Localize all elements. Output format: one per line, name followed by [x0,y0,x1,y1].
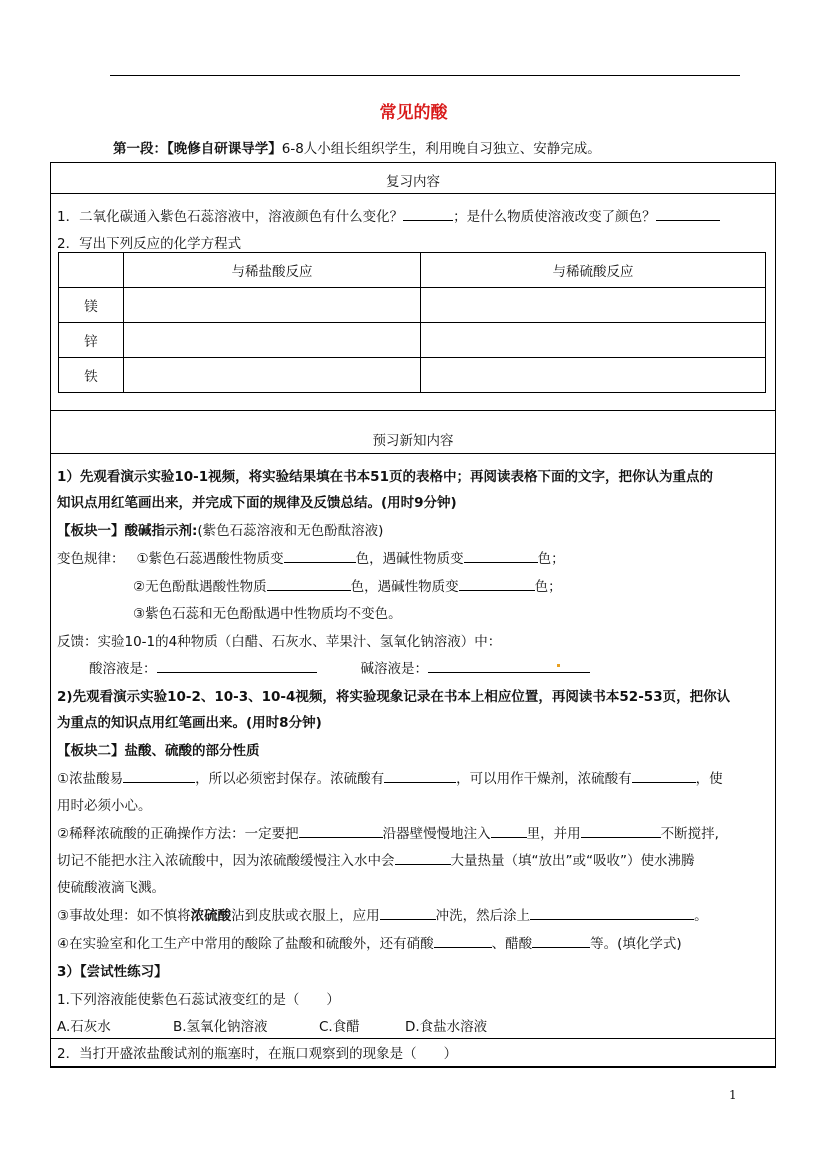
q1-text-a: 1．二氧化碳通入紫色石蕊溶液中，溶液颜色有什么变化？ [57,209,404,225]
answer-cell[interactable] [421,323,766,358]
block1-title: 【板块一】酸碱指示剂: [57,523,198,539]
rule-label: 变色规律： [57,551,125,567]
rule2-text-a: ②无色酚酞遇酸性物质 [133,579,267,595]
divider [51,453,775,454]
decorative-dot [557,664,560,667]
base-label: 碱溶液是： [360,661,428,677]
block2-item-1-cont: 用时必须小心。 [57,798,152,814]
section-one-text: 6-8人小组长组织学生，利用晚自习独立、安静完成。 [281,141,601,157]
answer-blank[interactable] [428,658,590,673]
block2-item-2 [57,822,719,842]
worksheet-frame [50,162,776,1068]
answer-cell[interactable] [124,323,421,358]
part2-line1: 2)先观看演示实验10-2、10-3、10-4视频，将实验现象记录在书本上相应位置，再阅读书本52-53页，把你认 [57,689,731,705]
answer-blank[interactable] [284,548,356,563]
block2-item-1 [57,767,723,787]
color-rule-1 [57,547,565,567]
rule2-text-c: 色； [534,579,562,595]
b2-1-text-a: ①浓盐酸易 [57,771,124,787]
preview-header: 预习新知内容 [372,433,454,449]
b2-2-text-a: ②稀释浓硫酸的正确操作方法：一定要把 [57,826,299,842]
acid-base-answer-line [89,657,590,677]
answer-blank[interactable] [384,768,456,783]
divider [51,193,775,194]
column-header-h2so4: 与稀硫酸反应 [421,253,766,288]
answer-cell[interactable] [421,358,766,393]
table-row [59,358,766,393]
b2-1-text-c: ，可以用作干燥剂，浓硫酸有 [456,771,632,787]
answer-blank[interactable] [632,768,696,783]
answer-blank[interactable] [123,768,195,783]
rule2-text-b: 色，遇碱性物质变 [350,579,459,595]
header-rule [110,75,740,76]
answer-blank[interactable] [267,576,351,591]
divider [51,410,775,411]
exercise-1-options [57,1015,487,1035]
answer-blank[interactable] [530,905,694,920]
row-label-mg: 镁 [59,288,124,323]
block1-note: (紫色石蕊溶液和无色酚酞溶液) [197,523,384,539]
b2-1-text-b: ，所以必须密封保存。浓硫酸有 [195,771,385,787]
exercise-2: 2．当打开盛浓盐酸试剂的瓶塞时，在瓶口观察到的现象是（ ） [57,1046,458,1062]
row-label-fe: 铁 [59,358,124,393]
table-corner [59,253,124,288]
option-c[interactable]: C.食醋 [319,1019,360,1035]
part1-line2: 知识点用红笔画出来，并完成下面的规律及反馈总结。(用时9分钟) [57,495,457,511]
section-one-prefix: 第一段：【晚修自研课导学】 [113,141,282,157]
option-a[interactable]: A.石灰水 [57,1019,111,1035]
answer-blank[interactable] [380,905,436,920]
review-header: 复习内容 [386,174,440,190]
rule1-text-a: ①紫色石蕊遇酸性物质变 [136,551,284,567]
section-one-line [113,137,601,157]
reaction-table [58,252,766,393]
b2-3-text-c: 沾到皮肤或衣服上，应用 [231,908,380,924]
option-d[interactable]: D.食盐水溶液 [405,1019,488,1035]
b2-2-text-c: 里，并用 [526,826,581,842]
block2-item-3 [57,904,708,924]
part3-heading: 3）【尝试性练习】 [57,964,168,980]
answer-blank[interactable] [395,850,451,865]
block2-item-2-cont2: 使硫酸液滴飞溅。 [57,880,165,896]
q1-text-b: ；是什么物质使溶液改变了颜色？ [453,209,656,225]
block2-title: 【板块二】盐酸、硫酸的部分性质 [57,743,260,759]
table-row [59,253,766,288]
b2-2-text-b: 沿器壁慢慢地注入 [382,826,491,842]
b2-3-text-e: 。 [694,908,708,924]
answer-cell[interactable] [124,358,421,393]
b2-4-text-c: 等。(填化学式) [590,936,682,952]
review-question-2: 2．写出下列反应的化学方程式 [57,236,242,252]
answer-blank[interactable] [581,823,661,838]
b2-2-text-d: 不断搅拌, [660,826,719,842]
block2-item-4 [57,932,682,952]
acid-label: 酸溶液是： [89,661,157,677]
b2-1-text-d: ，使 [695,771,723,787]
answer-blank[interactable] [434,933,492,948]
answer-blank[interactable] [157,658,317,673]
b2-4-text-b: 、醋酸 [491,936,533,952]
answer-blank[interactable] [656,206,720,221]
b2-3-emphasis: 浓硫酸 [190,908,232,924]
page-number: 1 [729,1088,737,1102]
answer-blank[interactable] [491,823,527,838]
answer-blank[interactable] [464,548,538,563]
color-rule-3: ③紫色石蕊和无色酚酞遇中性物质均不变色。 [133,606,402,622]
row-label-zn: 锌 [59,323,124,358]
rule1-text-c: 色； [537,551,565,567]
table-row [59,323,766,358]
block2-item-2-cont [57,849,694,869]
b2-3-text-a: ③事故处理：如不慎将 [57,908,191,924]
answer-cell[interactable] [421,288,766,323]
block1-heading [57,519,383,539]
divider [51,1038,775,1039]
answer-blank[interactable] [403,206,453,221]
page-title: 常见的酸 [379,103,448,123]
answer-blank[interactable] [532,933,590,948]
part1-line1: 1）先观看演示实验10-1视频，将实验结果填在书本51页的表格中；再阅读表格下面的文字，把你认为重点的 [57,469,713,485]
answer-blank[interactable] [299,823,383,838]
column-header-hcl: 与稀盐酸反应 [124,253,421,288]
answer-cell[interactable] [124,288,421,323]
color-rule-2 [133,575,562,595]
answer-blank[interactable] [459,576,535,591]
part2-line2: 为重点的知识点用红笔画出来。(用时8分钟) [57,715,322,731]
table-row [59,288,766,323]
b2-3-text-d: 冲洗，然后涂上 [435,908,531,924]
option-b[interactable]: B.氢氧化钠溶液 [173,1019,268,1035]
exercise-1: 1.下列溶液能使紫色石蕊试液变红的是（ ） [57,992,340,1008]
b2-2-text-f: 大量热量（填“放出”或“吸收”）使水沸腾 [450,853,695,869]
b2-2-text-e: 切记不能把水注入浓硫酸中，因为浓硫酸缓慢注入水中会 [57,853,395,869]
rule1-text-b: 色，遇碱性物质变 [355,551,464,567]
review-question-1 [57,205,720,225]
feedback-line: 反馈：实验10-1的4种物质（白醋、石灰水、苹果汁、氢氧化钠溶液）中： [57,634,502,650]
b2-4-text-a: ④在实验室和化工生产中常用的酸除了盐酸和硫酸外，还有硝酸 [57,936,434,952]
